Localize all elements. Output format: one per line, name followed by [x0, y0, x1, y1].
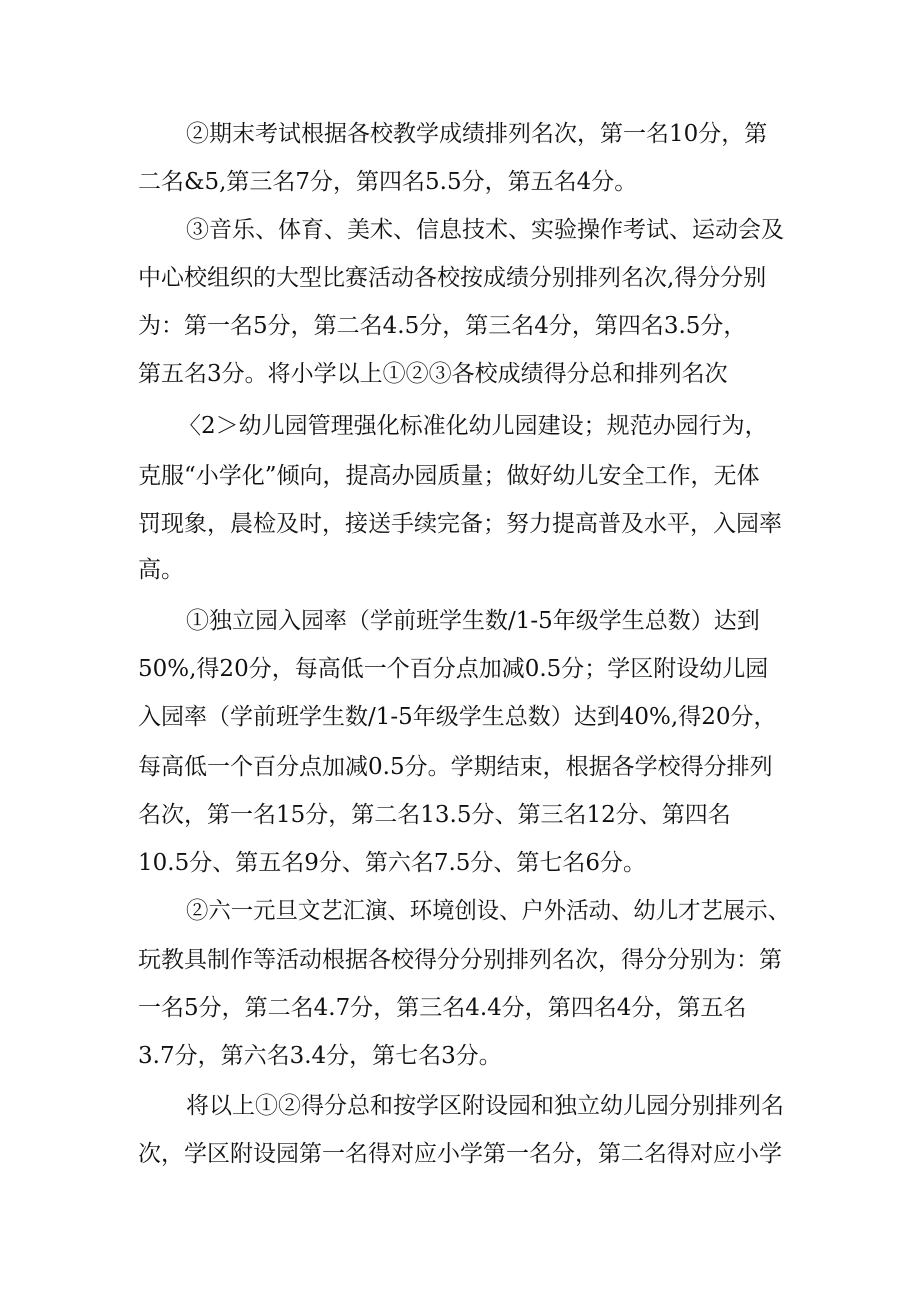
- paragraph-line: [0, 306, 920, 346]
- line-text: 第五名3分。将小学以上①②③各校成绩得分总和排列名次: [138, 361, 728, 387]
- line-text: 名次，第一名15分，第二名13.5分、第三名12分、第四名: [138, 802, 731, 828]
- paragraph-line: [0, 504, 920, 544]
- line-text: 10.5分、第五名9分、第六名7.5分、第七名6分。: [138, 850, 647, 876]
- paragraph-line: [0, 258, 920, 298]
- line-text: 罚现象，晨检及时，接送手续完备；努力提高普及水平，入园率: [138, 511, 782, 537]
- line-text: 为：第一名5分，第二名4.5分，第三名4分，第四名3.5分，: [138, 313, 747, 339]
- paragraph-line: [0, 354, 920, 394]
- line-text: ③音乐、体育、美术、信息技术、实验操作考试、运动会及: [186, 217, 784, 243]
- line-text: 次，学区附设园第一名得对应小学第一名分，第二名得对应小学: [138, 1141, 782, 1167]
- line-text: 一名5分，第二名4.7分，第三名4.4分，第四名4分，第五名: [138, 995, 747, 1021]
- line-text: ②六一元旦文艺汇演、环境创设、户外活动、幼儿才艺展示、: [186, 898, 790, 924]
- paragraph-line: [0, 1086, 920, 1126]
- line-text: 将以上①②得分总和按学区附设园和独立幼儿园分别排列名: [186, 1093, 784, 1119]
- paragraph-line: [0, 1134, 920, 1174]
- paragraph-line: [0, 649, 920, 689]
- line-text: ②期末考试根据各校教学成绩排列名次，第一名10分，第: [186, 121, 768, 147]
- paragraph-line: [0, 114, 920, 154]
- line-text: ①独立园入园率（学前班学生数/1-5年级学生总数）达到: [186, 608, 760, 634]
- paragraph-line: [0, 406, 920, 446]
- paragraph-line: [0, 940, 920, 980]
- paragraph-line: [0, 747, 920, 787]
- line-text: 玩教具制作等活动根据各校得分分别排列名次，得分分别为：第: [138, 947, 782, 973]
- line-text: 每高低一个百分点加减0.5分。学期结束，根据各学校得分排列: [138, 754, 773, 780]
- paragraph-line: [0, 1036, 920, 1076]
- paragraph-line: [0, 601, 920, 641]
- line-text: 3.7分，第六名3.4分，第七名3分。: [138, 1043, 502, 1069]
- line-text: 高。: [138, 557, 184, 583]
- line-text: 二名&5,第三名7分，第四名5.5分，第五名4分。: [138, 169, 638, 195]
- paragraph-line: [0, 162, 920, 202]
- paragraph-line: [0, 210, 920, 250]
- paragraph-line: [0, 456, 920, 496]
- paragraph-line: [0, 697, 920, 737]
- line-text: 50%,得20分，每高低一个百分点加减0.5分；学区附设幼儿园: [138, 656, 769, 682]
- line-text: 中心校组织的大型比赛活动各校按成绩分别排列名次,得分分别: [138, 265, 767, 291]
- line-text: 克服“小学化”倾向，提高办园质量；做好幼儿安全工作，无体: [138, 463, 760, 489]
- line-text: 入园率（学前班学生数/1-5年级学生总数）达到40%,得20分，: [138, 704, 777, 730]
- line-text: 〈2＞幼儿园管理强化标准化幼儿园建设；规范办园行为，: [178, 413, 768, 439]
- paragraph-line: [0, 988, 920, 1028]
- paragraph-line: [0, 891, 920, 931]
- paragraph-line: [0, 550, 920, 590]
- paragraph-line: [0, 795, 920, 835]
- paragraph-line: [0, 843, 920, 883]
